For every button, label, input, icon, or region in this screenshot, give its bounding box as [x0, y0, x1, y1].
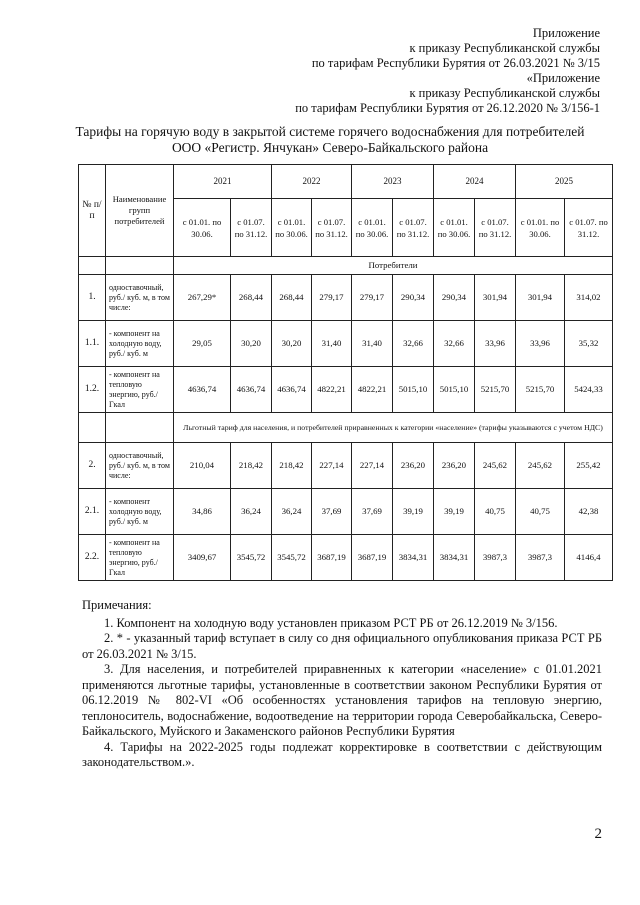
col-name-header: Наименование групп потребителей	[106, 165, 174, 257]
notes-heading: Примечания:	[82, 598, 152, 612]
tariff-value: 268,44	[231, 275, 272, 321]
table-row	[79, 367, 613, 413]
header-line: «Приложение	[526, 71, 600, 85]
tariff-value: 236,20	[434, 443, 475, 489]
document-title	[60, 124, 600, 156]
tariff-value: 36,24	[231, 489, 272, 535]
row-index: 1.2.	[79, 367, 106, 413]
section-consumers: Потребители	[174, 257, 613, 275]
tariff-value: 255,42	[565, 443, 613, 489]
tariff-value: 290,34	[434, 275, 475, 321]
tariff-value: 31,40	[312, 321, 352, 367]
row-index: 1.	[79, 275, 106, 321]
tariff-value: 30,20	[272, 321, 312, 367]
period-header: с 01.01. по 30.06.	[174, 199, 231, 257]
section-spacer	[79, 413, 106, 443]
tariff-value: 3987,3	[516, 535, 565, 581]
tariff-value: 279,17	[352, 275, 393, 321]
title-line: Тарифы на горячую воду в закрытой системе горячего водоснабжения для потребителей	[75, 124, 585, 139]
period-header: с 01.01. по 30.06.	[352, 199, 393, 257]
tariff-value: 40,75	[475, 489, 516, 535]
title-line: ООО «Регистр. Янчукан» Северо-Байкальского района	[171, 140, 489, 155]
tariff-value: 314,02	[565, 275, 613, 321]
tariff-value: 37,69	[312, 489, 352, 535]
tariff-value: 32,66	[434, 321, 475, 367]
year-header: 2025	[516, 165, 613, 199]
header-line: по тарифам Республики Бурятия от 26.03.2021 № 3/15	[311, 56, 600, 70]
section-spacer	[106, 257, 174, 275]
period-header: с 01.07. по 31.12.	[312, 199, 352, 257]
tariff-value: 33,96	[516, 321, 565, 367]
tariff-value: 32,66	[393, 321, 434, 367]
note-item: 4. Тарифы на 2022-2025 годы подлежат корректировке в соответствии с действующим законодательством.».	[82, 739, 602, 769]
period-header: с 01.07. по 31.12.	[393, 199, 434, 257]
tariff-value: 301,94	[516, 275, 565, 321]
note-item: 1. Компонент на холодную воду установлен приказом РСТ РБ от 26.12.2019 № 3/156.	[104, 615, 558, 630]
tariff-value: 42,38	[565, 489, 613, 535]
period-header: с 01.07. по 31.12.	[475, 199, 516, 257]
tariff-value: 33,96	[475, 321, 516, 367]
year-header: 2021	[174, 165, 272, 199]
tariff-value: 4636,74	[272, 367, 312, 413]
note-item: 2. * - указанный тариф вступает в силу со дня официального опубликования приказа РСТ РБ от 26.03.2021 № 3/15.	[82, 631, 602, 661]
section-spacer	[106, 413, 174, 443]
period-header: с 01.01. по 30.06.	[434, 199, 475, 257]
section-population: Льготный тариф для населения, и потребителей приравненных к категории «население» (тарифы указываются с учетом НДС)	[174, 413, 613, 443]
table-row	[79, 443, 613, 489]
tariff-value: 36,24	[272, 489, 312, 535]
header-line: Приложение	[532, 26, 600, 40]
tariff-value: 4636,74	[174, 367, 231, 413]
tariff-value: 245,62	[475, 443, 516, 489]
table-row	[79, 321, 613, 367]
tariff-value: 218,42	[272, 443, 312, 489]
period-header: с 01.01. по 30.06.	[272, 199, 312, 257]
row-name: - компонент на холодную воду, руб./ куб. м	[106, 321, 174, 367]
tariff-value: 3834,31	[434, 535, 475, 581]
tariff-value: 4822,21	[312, 367, 352, 413]
tariff-value: 236,20	[393, 443, 434, 489]
section-spacer	[79, 257, 106, 275]
tariff-value: 245,62	[516, 443, 565, 489]
tariff-value: 37,69	[352, 489, 393, 535]
col-number-header: № п/ п	[79, 165, 106, 257]
header-line: по тарифам Республики Бурятия от 26.12.2020 № 3/156-1	[295, 101, 600, 115]
period-header: с 01.01. по 30.06.	[516, 199, 565, 257]
tariff-value: 5215,70	[516, 367, 565, 413]
tariff-value: 227,14	[352, 443, 393, 489]
tariff-table	[78, 164, 613, 581]
tariff-value: 301,94	[475, 275, 516, 321]
notes	[82, 598, 602, 771]
tariff-value: 5424,33	[565, 367, 613, 413]
tariff-value: 4146,4	[565, 535, 613, 581]
table-row	[79, 275, 613, 321]
tariff-value: 3687,19	[352, 535, 393, 581]
tariff-value: 40,75	[516, 489, 565, 535]
section-row	[79, 257, 613, 275]
tariff-value: 4636,74	[231, 367, 272, 413]
tariff-value: 29,05	[174, 321, 231, 367]
row-index: 2.2.	[79, 535, 106, 581]
tariff-value: 279,17	[312, 275, 352, 321]
tariff-value: 31,40	[352, 321, 393, 367]
note-item: 3. Для населения, и потребителей приравненных к категории «население» с 01.01.2021 применяются льготные тарифы, установленные в соответствии законом Республики Бурятия от 06.12.2019 № 802-VI «Об особенностях установления тарифов на тепловую энергию, теплоноситель, водоснабжение, водоотведение на территории города Северобайкальска, Северо-Байкальского, Муйского и Закаменского районов Республики Бурятия	[82, 662, 602, 738]
tariff-value: 227,14	[312, 443, 352, 489]
row-name: - компонент на тепловую энергию, руб./Гкал	[106, 535, 174, 581]
table-row	[79, 489, 613, 535]
page-number: 2	[594, 826, 602, 842]
tariff-value: 39,19	[434, 489, 475, 535]
row-index: 1.1.	[79, 321, 106, 367]
tariff-value: 34,86	[174, 489, 231, 535]
tariff-value: 268,44	[272, 275, 312, 321]
period-header: с 01.07. по 31.12.	[565, 199, 613, 257]
tariff-value: 3687,19	[312, 535, 352, 581]
tariff-value: 3545,72	[272, 535, 312, 581]
period-header: с 01.07. по 31.12.	[231, 199, 272, 257]
row-name: - компонент на тепловую энергию, руб./Гкал	[106, 367, 174, 413]
tariff-value: 218,42	[231, 443, 272, 489]
tariff-value: 5015,10	[393, 367, 434, 413]
tariff-value: 290,34	[393, 275, 434, 321]
row-index: 2.1.	[79, 489, 106, 535]
row-name: - компонент холодную воду, руб./ куб. м	[106, 489, 174, 535]
row-name: одноставочный, руб./ куб. м, в том числе:	[106, 443, 174, 489]
header-line: к приказу Республиканской службы	[409, 41, 600, 55]
header-line: к приказу Республиканской службы	[409, 86, 600, 100]
tariff-value: 39,19	[393, 489, 434, 535]
year-header: 2022	[272, 165, 352, 199]
approval-header	[295, 26, 600, 116]
section-row	[79, 413, 613, 443]
year-header: 2023	[352, 165, 434, 199]
year-header-row	[79, 165, 613, 199]
tariff-value: 267,29*	[174, 275, 231, 321]
tariff-value: 3987,3	[475, 535, 516, 581]
tariff-value: 210,04	[174, 443, 231, 489]
year-header: 2024	[434, 165, 516, 199]
tariff-value: 35,32	[565, 321, 613, 367]
tariff-value: 30,20	[231, 321, 272, 367]
tariff-value: 3409,67	[174, 535, 231, 581]
tariff-value: 3545,72	[231, 535, 272, 581]
tariff-value: 5015,10	[434, 367, 475, 413]
tariff-value: 5215,70	[475, 367, 516, 413]
row-index: 2.	[79, 443, 106, 489]
tariff-value: 4822,21	[352, 367, 393, 413]
tariff-value: 3834,31	[393, 535, 434, 581]
table-row	[79, 535, 613, 581]
row-name: одноставочный, руб./ куб. м, в том числе:	[106, 275, 174, 321]
